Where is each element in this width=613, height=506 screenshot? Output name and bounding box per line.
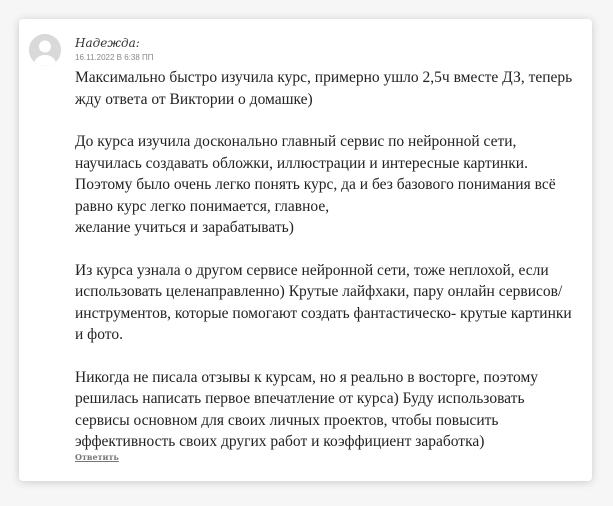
reply-link[interactable]: Ответить [75,452,119,462]
comment-author [75,36,140,50]
author-name: Надежда [75,36,136,50]
comment-paragraph: Никогда не писала отзывы к курсам, но я реально в восторге, поэтому решилась написать первое впечатление от курса) Буду использовать сервисы основном для своих личных проектов, чтобы повысить эффективность своих других работ и коэффициент заработка) [75,368,539,450]
avatar [29,34,61,66]
comment-paragraph: Максимально быстро изучила курс, примерно ушло 2,5ч вместе ДЗ, теперь жду ответа от Виктории о домашке) [75,69,573,108]
comment-paragraph: До курса изучила досконально главный сервис по нейронной сети, научилась создавать обложки, иллюстрации и интересные картинки. Поэтому было очень легко понять курс, да и без базового понимания всё равно курс легко понимается, главное, желание учиться и зарабатывать) [75,133,556,236]
author-suffix: : [135,36,140,50]
user-silhouette-icon [29,34,61,66]
comment-date: 16.11.2022 В 6:38 ПП [75,53,154,62]
comment-paragraph: Из курса узнала о другом сервисе нейронной сети, тоже неплохой, если использовать целенаправленно) Крутые лайфхаки, пару онлайн сервисов/инструментов, которые помогают создать фантастическо- крутые картинки и фото. [75,261,572,343]
comment-body [75,67,580,474]
comment-card [19,19,592,481]
